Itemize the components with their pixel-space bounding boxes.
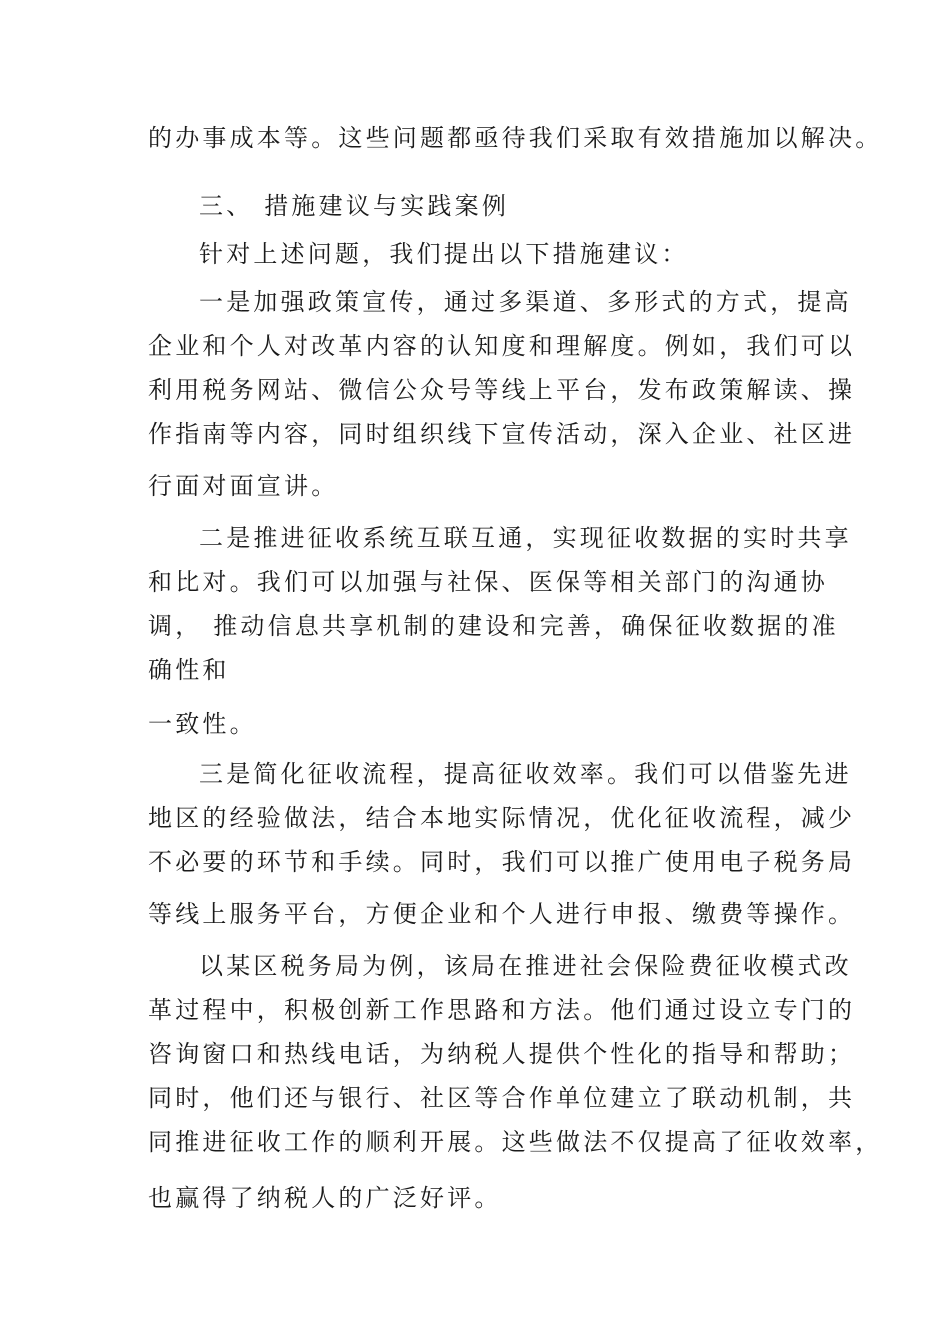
measure-two-line-4: 确性和 — [148, 656, 230, 684]
measure-three-line-3: 不必要的环节和手续。同时，我们可以推广使用电子税务局 — [148, 848, 856, 876]
measure-three-line-4: 等线上服务平台，方便企业和个人进行申报、缴费等操作。 — [148, 900, 856, 928]
measure-three-line-1: 三是简化征收流程，提高征收效率。我们可以借鉴先进 — [199, 760, 852, 788]
measure-two-line-3: 调， 推动信息共享机制的建设和完善，确保征收数据的准 — [148, 612, 839, 640]
case-line-2: 革过程中，积极创新工作思路和方法。他们通过设立专门的 — [148, 996, 856, 1024]
measure-one-line-1: 一是加强政策宣传，通过多渠道、多形式的方式，提高 — [199, 288, 852, 316]
case-line-1: 以某区税务局为例，该局在推进社会保险费征收模式改 — [199, 952, 852, 980]
measure-one-line-2: 企业和个人对改革内容的认知度和理解度。例如，我们可以 — [148, 332, 856, 360]
measure-one-line-3: 利用税务网站、微信公众号等线上平台，发布政策解读、操 — [148, 376, 856, 404]
case-line-5: 同推进征收工作的顺利开展。这些做法不仅提高了征收效率， — [148, 1128, 883, 1156]
measure-one-line-4: 作指南等内容，同时组织线下宣传活动，深入企业、社区进 — [148, 420, 856, 448]
section-heading: 三、 措施建议与实践案例 — [199, 192, 510, 220]
case-line-6: 也赢得了纳税人的广泛好评。 — [148, 1184, 502, 1212]
measure-two-line-5: 一致性。 — [148, 710, 257, 738]
case-line-4: 同时，他们还与银行、社区等合作单位建立了联动机制，共 — [148, 1084, 856, 1112]
intro-line: 针对上述问题，我们提出以下措施建议： — [199, 240, 689, 268]
measure-two-line-1: 二是推进征收系统互联互通，实现征收数据的实时共享 — [199, 524, 852, 552]
measure-three-line-2: 地区的经验做法，结合本地实际情况，优化征收流程，减少 — [148, 804, 856, 832]
measure-two-line-2: 和比对。我们可以加强与社保、医保等相关部门的沟通协 — [148, 568, 828, 596]
case-line-3: 咨询窗口和热线电话，为纳税人提供个性化的指导和帮助； — [148, 1040, 856, 1068]
paragraph-closing-line: 的办事成本等。这些问题都亟待我们采取有效措施加以解决。 — [148, 124, 883, 152]
measure-one-line-5: 行面对面宣讲。 — [148, 472, 339, 500]
